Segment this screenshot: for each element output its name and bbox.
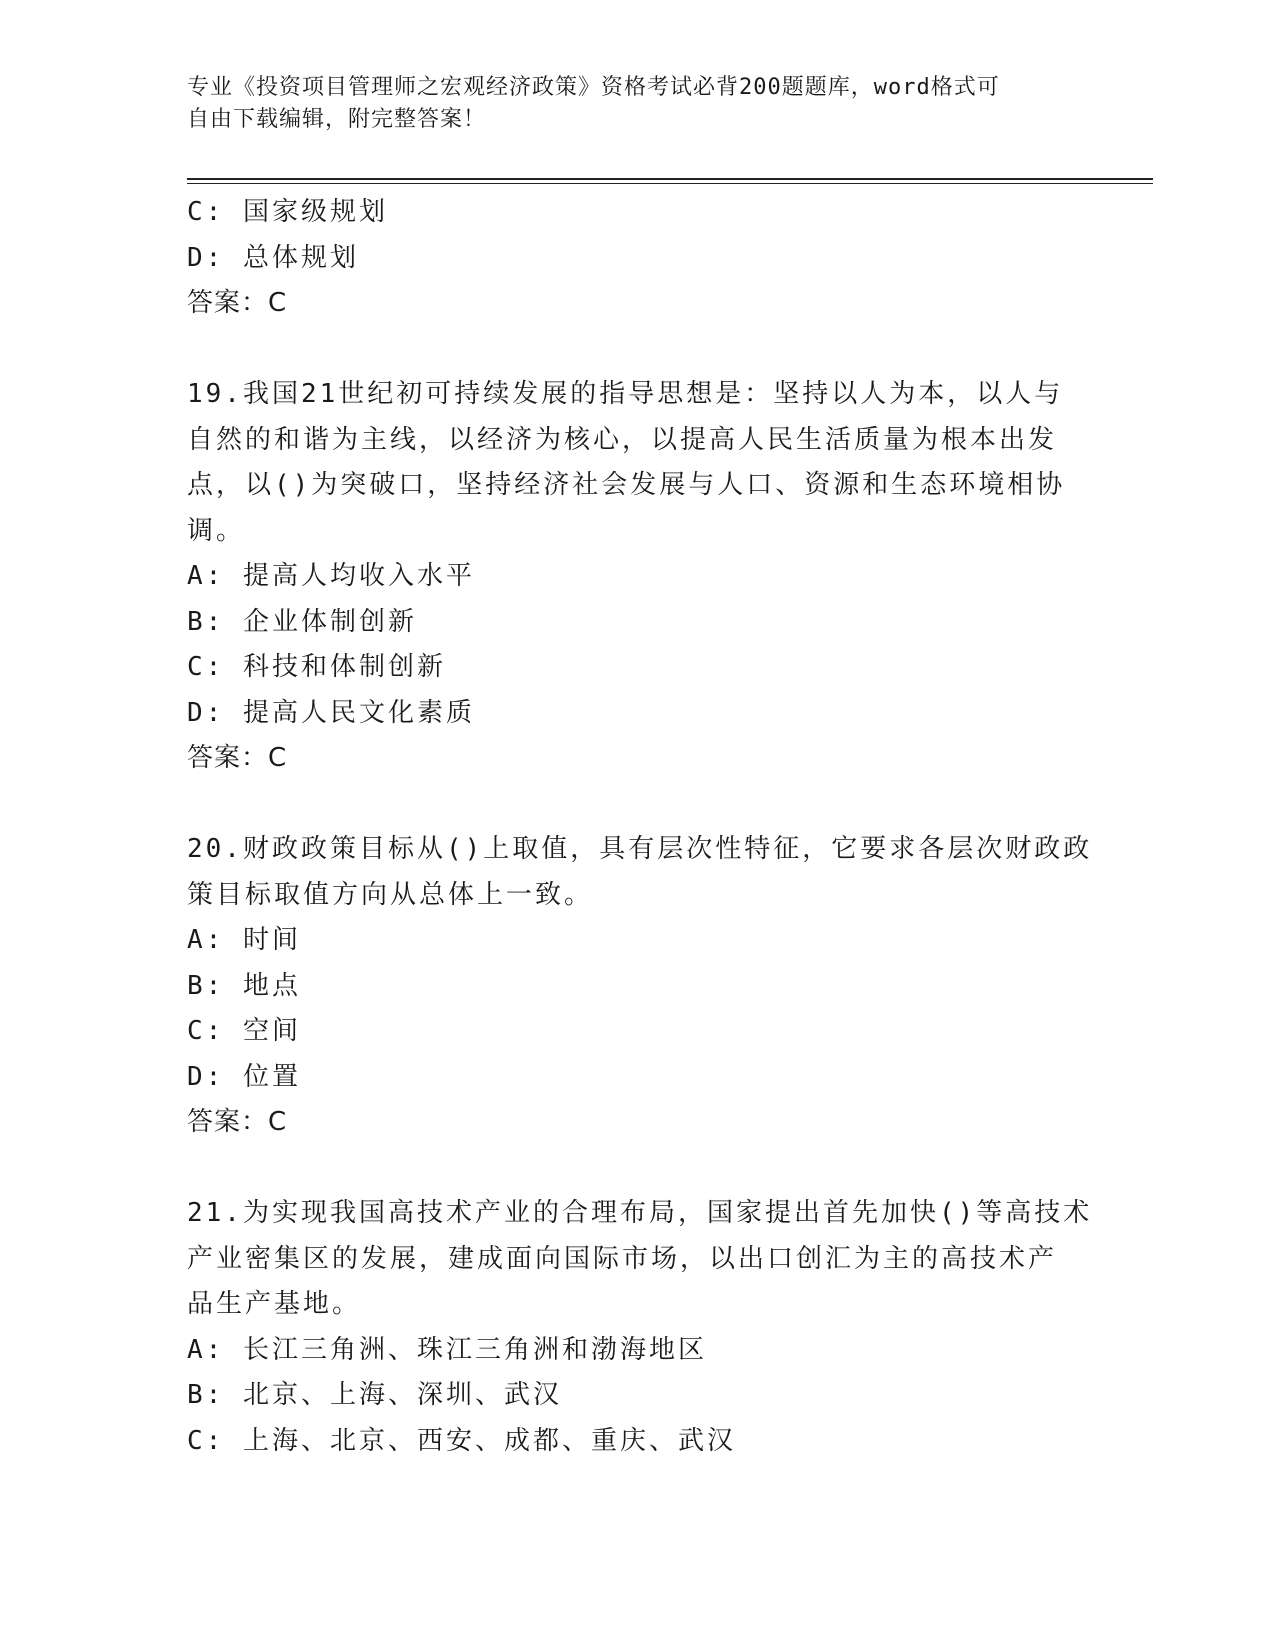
question-19 <box>187 372 1087 782</box>
document-header <box>187 72 1067 136</box>
option-b: B: 地点 <box>187 970 301 1001</box>
question-stem-line: 自然的和谐为主线，以经济为核心，以提高人民生活质量为根本出发 <box>187 424 1058 455</box>
question-stem-line: 21.为实现我国高技术产业的合理布局，国家提出首先加快()等高技术 <box>187 1198 1093 1228</box>
question-stem-line: 策目标取值方向从总体上一致。 <box>187 879 594 910</box>
option-b: B: 企业体制创新 <box>187 606 417 637</box>
option-c: C: 国家级规划 <box>187 197 388 227</box>
option-c: C: 上海、北京、西安、成都、重庆、武汉 <box>187 1425 736 1456</box>
header-title-line-2: 自由下载编辑，附完整答案！ <box>187 107 487 132</box>
question-18-tail <box>187 190 1087 327</box>
option-d: D: 提高人民文化素质 <box>187 697 475 728</box>
header-rule-thin <box>187 183 1153 184</box>
header-rule-thick <box>187 178 1153 180</box>
question-stem-line: 19.我国21世纪初可持续发展的指导思想是：坚持以人为本，以人与 <box>187 379 1064 409</box>
question-stem-line: 20.财政政策目标从()上取值，具有层次性特征，它要求各层次财政政 <box>187 834 1093 864</box>
option-d: D: 总体规划 <box>187 242 359 273</box>
header-title-line-1: 专业《投资项目管理师之宏观经济政策》资格考试必背200题题库，word格式可 <box>187 75 1000 100</box>
option-a: A: 时间 <box>187 925 301 955</box>
question-stem-line: 点，以()为突破口，坚持经济社会发展与人口、资源和生态环境相协 <box>187 470 1066 500</box>
question-stem-line: 产业密集区的发展，建成面向国际市场，以出口创汇为主的高技术产 <box>187 1243 1058 1274</box>
option-a: A: 长江三角洲、珠江三角洲和渤海地区 <box>187 1334 707 1365</box>
spacer <box>187 1146 1087 1192</box>
question-content <box>187 190 1093 1464</box>
spacer <box>187 327 1087 373</box>
option-b: B: 北京、上海、深圳、武汉 <box>187 1380 562 1410</box>
question-20 <box>187 827 1093 1146</box>
answer-line: 答案：C <box>187 743 288 773</box>
answer-line: 答案：C <box>187 288 288 318</box>
option-a: A: 提高人均收入水平 <box>187 561 475 591</box>
option-d: D: 位置 <box>187 1061 301 1092</box>
option-c: C: 空间 <box>187 1016 301 1046</box>
option-c: C: 科技和体制创新 <box>187 652 446 682</box>
spacer <box>187 782 1087 828</box>
answer-line: 答案：C <box>187 1107 288 1137</box>
question-stem-line: 调。 <box>187 515 246 546</box>
question-21 <box>187 1191 1093 1464</box>
question-stem-line: 品生产基地。 <box>187 1289 362 1319</box>
